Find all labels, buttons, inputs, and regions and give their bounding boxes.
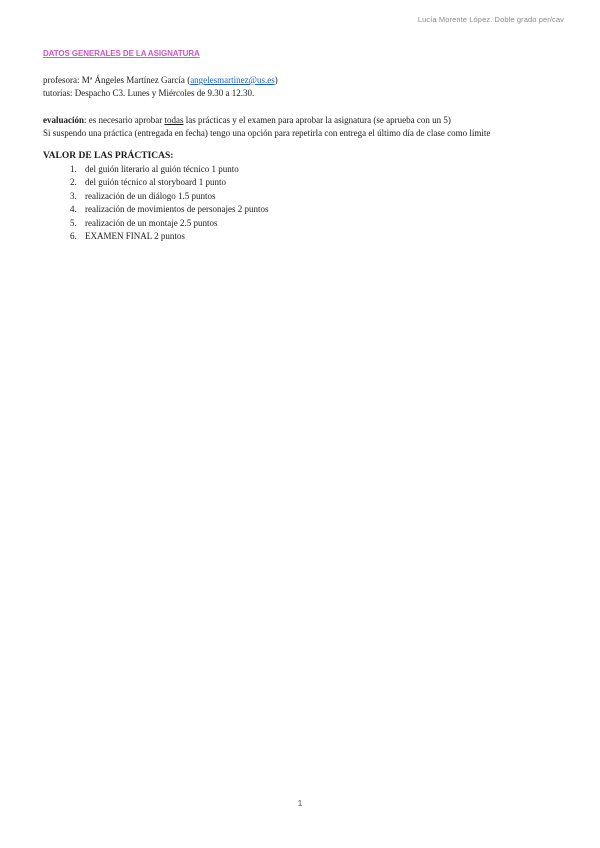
evaluacion-second-line: Si suspendo una práctica (entregada en fecha) tengo una opción para repetirla con entrega el último día de clase como límite [43,128,491,138]
page-number: 1 [297,798,303,808]
list-item: 1. del guión literario al guión técnico 1 punto [79,163,573,176]
valor-heading: VALOR DE LAS PRÁCTICAS: [43,151,174,161]
evaluacion-text-before: : es necesario aprobar [84,115,165,125]
evaluacion-line [43,114,573,127]
list-item: 3. realización de un diálogo 1.5 puntos [79,190,573,203]
professor-prefix: profesora: [43,75,82,85]
professor-close-paren: ) [274,75,278,85]
document-body [43,48,573,243]
section-title: DATOS GENERALES DE LA ASIGNATURA [43,49,200,58]
professor-name: Mª Ángeles Martínez García [81,75,185,85]
evaluacion-label: evaluación [43,115,85,125]
professor-open-paren: ( [184,75,191,85]
page-header-note: Lucía Morente López. Doble grado per/cav [417,15,564,24]
list-item: 6. EXAMEN FINAL 2 puntos [79,230,573,243]
list-item: 2. del guión técnico al storyboard 1 punto [79,176,573,189]
list-item: 4. realización de movimientos de personajes 2 puntos [79,203,573,216]
list-item: 5. realización de un montaje 2.5 puntos [79,217,573,230]
evaluacion-text-after: las prácticas y el examen para aprobar la asignatura (se aprueba con un 5) [183,115,451,125]
evaluacion-emphasis: todas [164,115,184,125]
professor-line [43,74,573,87]
tutorias-line: tutorías: Despacho C3. Lunes y Miércoles de 9.30 a 12.30. [43,88,255,98]
professor-email-link[interactable]: angelesmartinez@us.es [190,75,275,85]
practicas-list [43,163,573,243]
